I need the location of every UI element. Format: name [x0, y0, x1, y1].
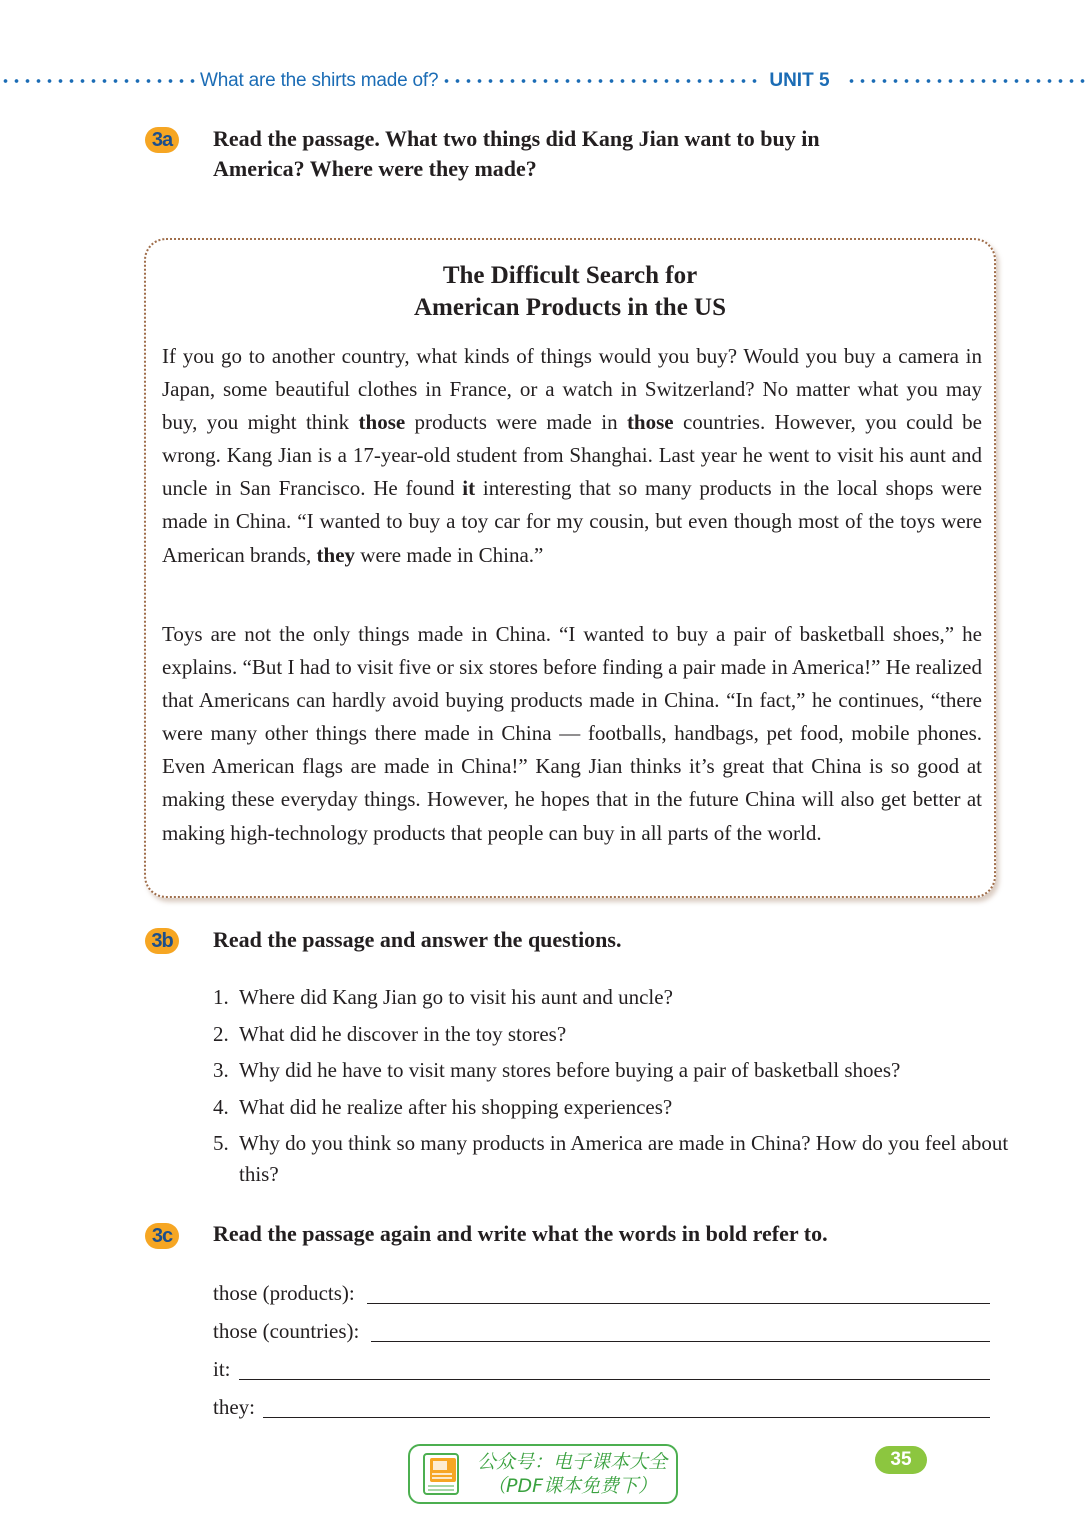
instruction-3a-line1: Read the passage. What two things did Kang Jian want to buy in — [213, 126, 820, 151]
passage-paragraph-2: Toys are not the only things made in China. “I wanted to buy a pair of basketball shoes,” he explains. “But I had to visit five or six stores before finding a pair made in America!” He realized that Americans can hardly avoid buying products made in China. “In fact,” he continues, “there were many other things there made in China — footballs, handbags, pet food, mobile phones. Even American flags are made in China!” Kang Jian thinks it’s great that China is so good at making these everyday things. However, he hopes that in the future China will also get better at making high-technology products that people can buy in all parts of the world. — [162, 622, 982, 845]
bold-referent-word: it — [462, 476, 476, 501]
question-text: Why did he have to visit many stores before buying a pair of basketball shoes? — [239, 1058, 901, 1082]
passage-title-line2: American Products in the US — [413, 294, 727, 321]
instruction-3c: Read the passage again and write what the words in bold refer to. — [213, 1221, 828, 1246]
instruction-3b: Read the passage and answer the questions. — [213, 927, 622, 952]
passage-title-line1: The Difficult Search for — [442, 262, 698, 289]
question-number: 4. — [213, 1094, 229, 1119]
section-badge-3a: 3a — [145, 127, 179, 153]
answer-blank-line[interactable] — [263, 1391, 990, 1418]
stamp-line-1: 公众号：电子课本大全 — [476, 1451, 667, 1473]
answer-blank-line[interactable] — [371, 1315, 990, 1342]
question-item — [213, 1128, 1013, 1190]
answer-row-it — [213, 1350, 990, 1384]
question-text: Why do you think so many products in America are made in China? How do you feel about this? — [239, 1131, 1009, 1186]
instruction-3a — [213, 124, 820, 184]
question-number: 5. — [213, 1131, 229, 1155]
stamp-line-2: （PDF课本免费下） — [486, 1475, 658, 1497]
book-logo-icon — [422, 1452, 462, 1498]
answer-label: it: — [213, 1357, 231, 1381]
question-number: 2. — [213, 1021, 229, 1046]
header-dots-right — [846, 78, 1087, 84]
section-badge-3b: 3b — [145, 928, 179, 954]
page-number: 35 — [875, 1446, 927, 1474]
question-text: What did he realize after his shopping experiences? — [239, 1094, 673, 1119]
stamp-text — [472, 1450, 672, 1498]
passage-paragraph-1: If you go to another country, what kinds of things would you buy? Would you buy a camera in Japan, some beautiful clothes in France, or a watch in Switzerland? No matter what you may buy, you might think those products were made in those countries. However, you could be wrong. Kang Jian is a 17-year-old student from Shanghai. Last year he went to visit his aunt and uncle in San Francisco. He found it interesting that so many products in the local shops were made in China. “I wanted to buy a toy car for my cousin, but even though most of the toys were American brands, they were made in China.” — [162, 344, 983, 567]
answer-blank-line[interactable] — [239, 1353, 990, 1380]
answer-label: those (products): — [213, 1281, 355, 1305]
question-list — [213, 982, 1013, 1196]
question-number: 3. — [213, 1058, 229, 1082]
section-badge-3c: 3c — [145, 1223, 179, 1249]
header-dots-left — [0, 78, 198, 84]
reading-passage-box — [144, 238, 996, 898]
header-dots-middle — [441, 78, 761, 84]
question-item — [213, 1092, 1013, 1123]
header-subtitle: What are the shirts made of? — [200, 70, 439, 91]
answer-row-those-products — [213, 1274, 990, 1308]
header-unit: UNIT 5 — [769, 70, 830, 91]
passage-title — [146, 260, 994, 324]
question-number: 1. — [213, 985, 229, 1009]
answer-label: they: — [213, 1395, 255, 1419]
question-text: Where did Kang Jian go to visit his aunt and uncle? — [239, 985, 673, 1009]
running-header — [0, 66, 1087, 96]
bold-referent-word: those — [358, 410, 406, 435]
answer-blank-line[interactable] — [367, 1277, 990, 1304]
bold-referent-word: those — [626, 410, 674, 435]
watermark-stamp — [408, 1444, 678, 1504]
answer-row-those-countries — [213, 1312, 990, 1346]
question-item — [213, 982, 1013, 1013]
question-item — [213, 1055, 1013, 1086]
bold-referent-word: they — [316, 542, 356, 567]
answer-label: those (countries): — [213, 1319, 360, 1343]
question-item — [213, 1019, 1013, 1050]
instruction-3a-line2: America? Where were they made? — [213, 156, 537, 181]
answer-row-they — [213, 1388, 990, 1422]
question-text: What did he discover in the toy stores? — [239, 1021, 567, 1046]
